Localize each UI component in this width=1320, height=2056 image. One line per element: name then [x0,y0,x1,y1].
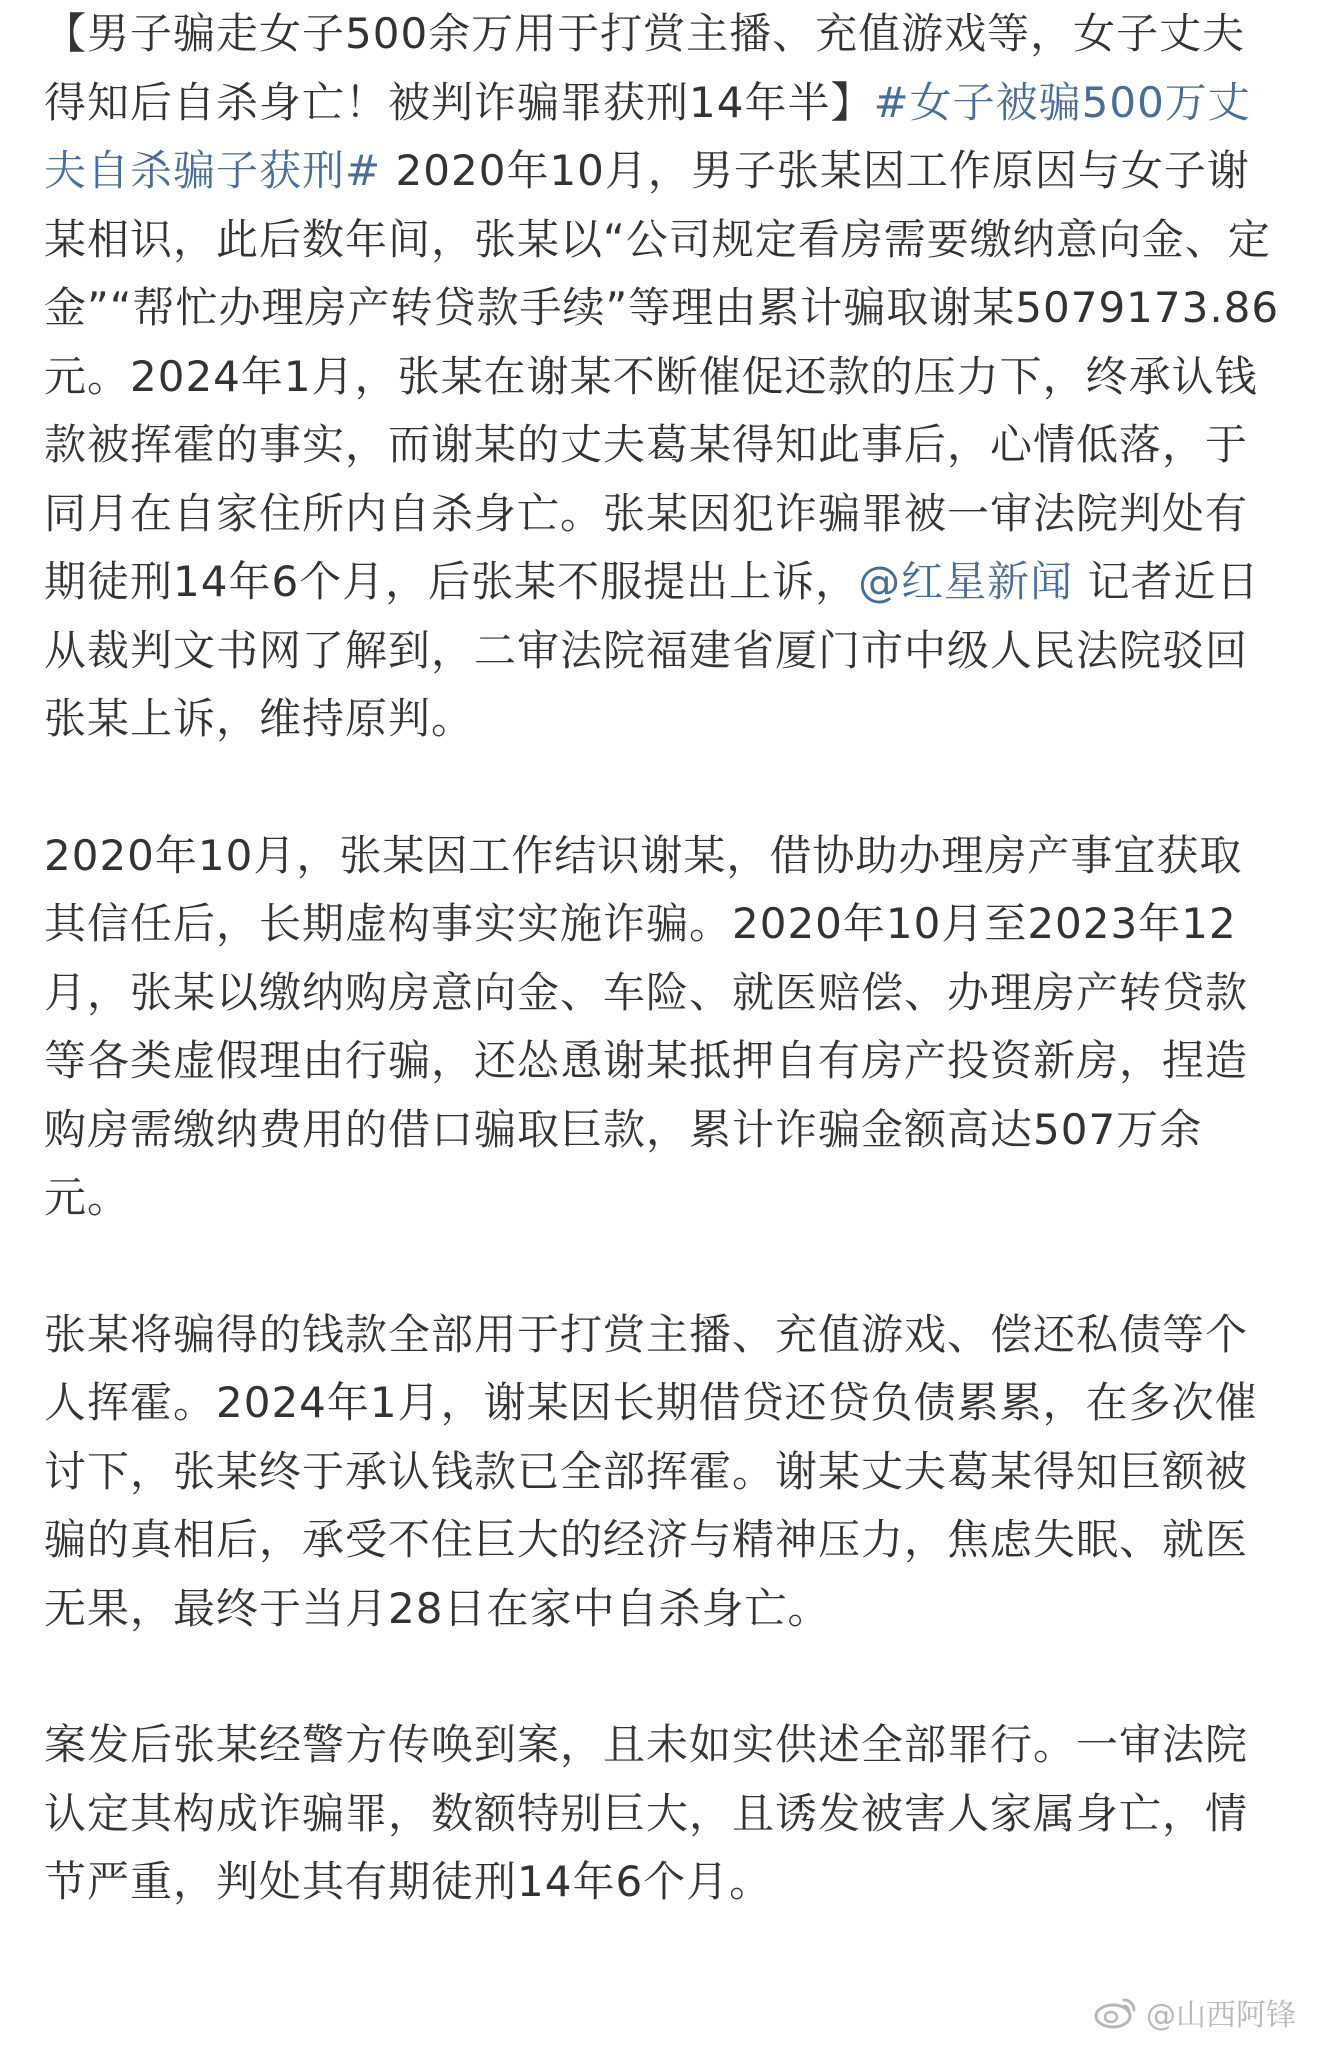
paragraph-4: 案发后张某经警方传唤到案，且未如实供述全部罪行。一审法院认定其构成诈骗罪，数额特别巨大，且诱发被害人家属身亡，情节严重，判处其有期徒刑14年6个月。 [44,1720,1249,1906]
post-headline: 【男子骗走女子500余万用于打赏主播、充值游戏等，女子丈夫得知后自杀身亡！被判诈骗罪获刑14年半】 [44,9,1246,127]
post-body [44,0,1284,1917]
paragraph-2: 2020年10月，张某因工作结识谢某，借协助办理房产事宜获取其信任后，长期虚构事实实施诈骗。2020年10月至2023年12月，张某以缴纳购房意向金、车险、就医赔偿、办理房产转贷款等各类虚假理由行骗，还怂恿谢某抵押自有房产投资新房，捏造购房需缴纳费用的借口骗取巨款，累计诈骗金额高达507万余元。 [44,830,1249,1222]
watermark [1094,1990,1296,2034]
paragraph-1-text-b: 记者近日从裁判文书网了解到，二审法院福建省厦门市中级人民法院驳回张某上诉，维持原判。 [44,557,1260,743]
hashtag-link[interactable]: #女子被骗500万丈夫自杀骗子获刑# [44,77,1251,195]
weibo-logo-icon [1094,1994,1138,2030]
watermark-text: @山西阿锋 [1146,1998,1296,2033]
paragraph-3: 张某将骗得的钱款全部用于打赏主播、充值游戏、偿还私债等个人挥霍。2024年1月，谢某因长期借贷还贷负债累累，在多次催讨下，张某终于承认钱款已全部挥霍。谢某丈夫葛某得知巨额被骗的真相后，承受不住巨大的经济与精神压力，焦虑失眠、就医无果，最终于当月28日在家中自杀身亡。 [44,1309,1258,1633]
paragraph-1-text-a: 2020年10月，男子张某因工作原因与女子谢某相识，此后数年间，张某以“公司规定看房需要缴纳意向金、定金”“帮忙办理房产转贷款手续”等理由累计骗取谢某5079173.86元。2024年1月，张某在谢某不断催促还款的压力下，终承认钱款被挥霍的事实，而谢某的丈夫葛某得知此事后，心情低落，于同月在自家住所内自杀身亡。张某因犯诈骗罪被一审法院判处有期徒刑14年6个月，后张某不服提出上诉， [44,146,1280,606]
paragraph-1 [44,0,1284,754]
mention-link[interactable]: @红星新闻 [858,557,1074,606]
